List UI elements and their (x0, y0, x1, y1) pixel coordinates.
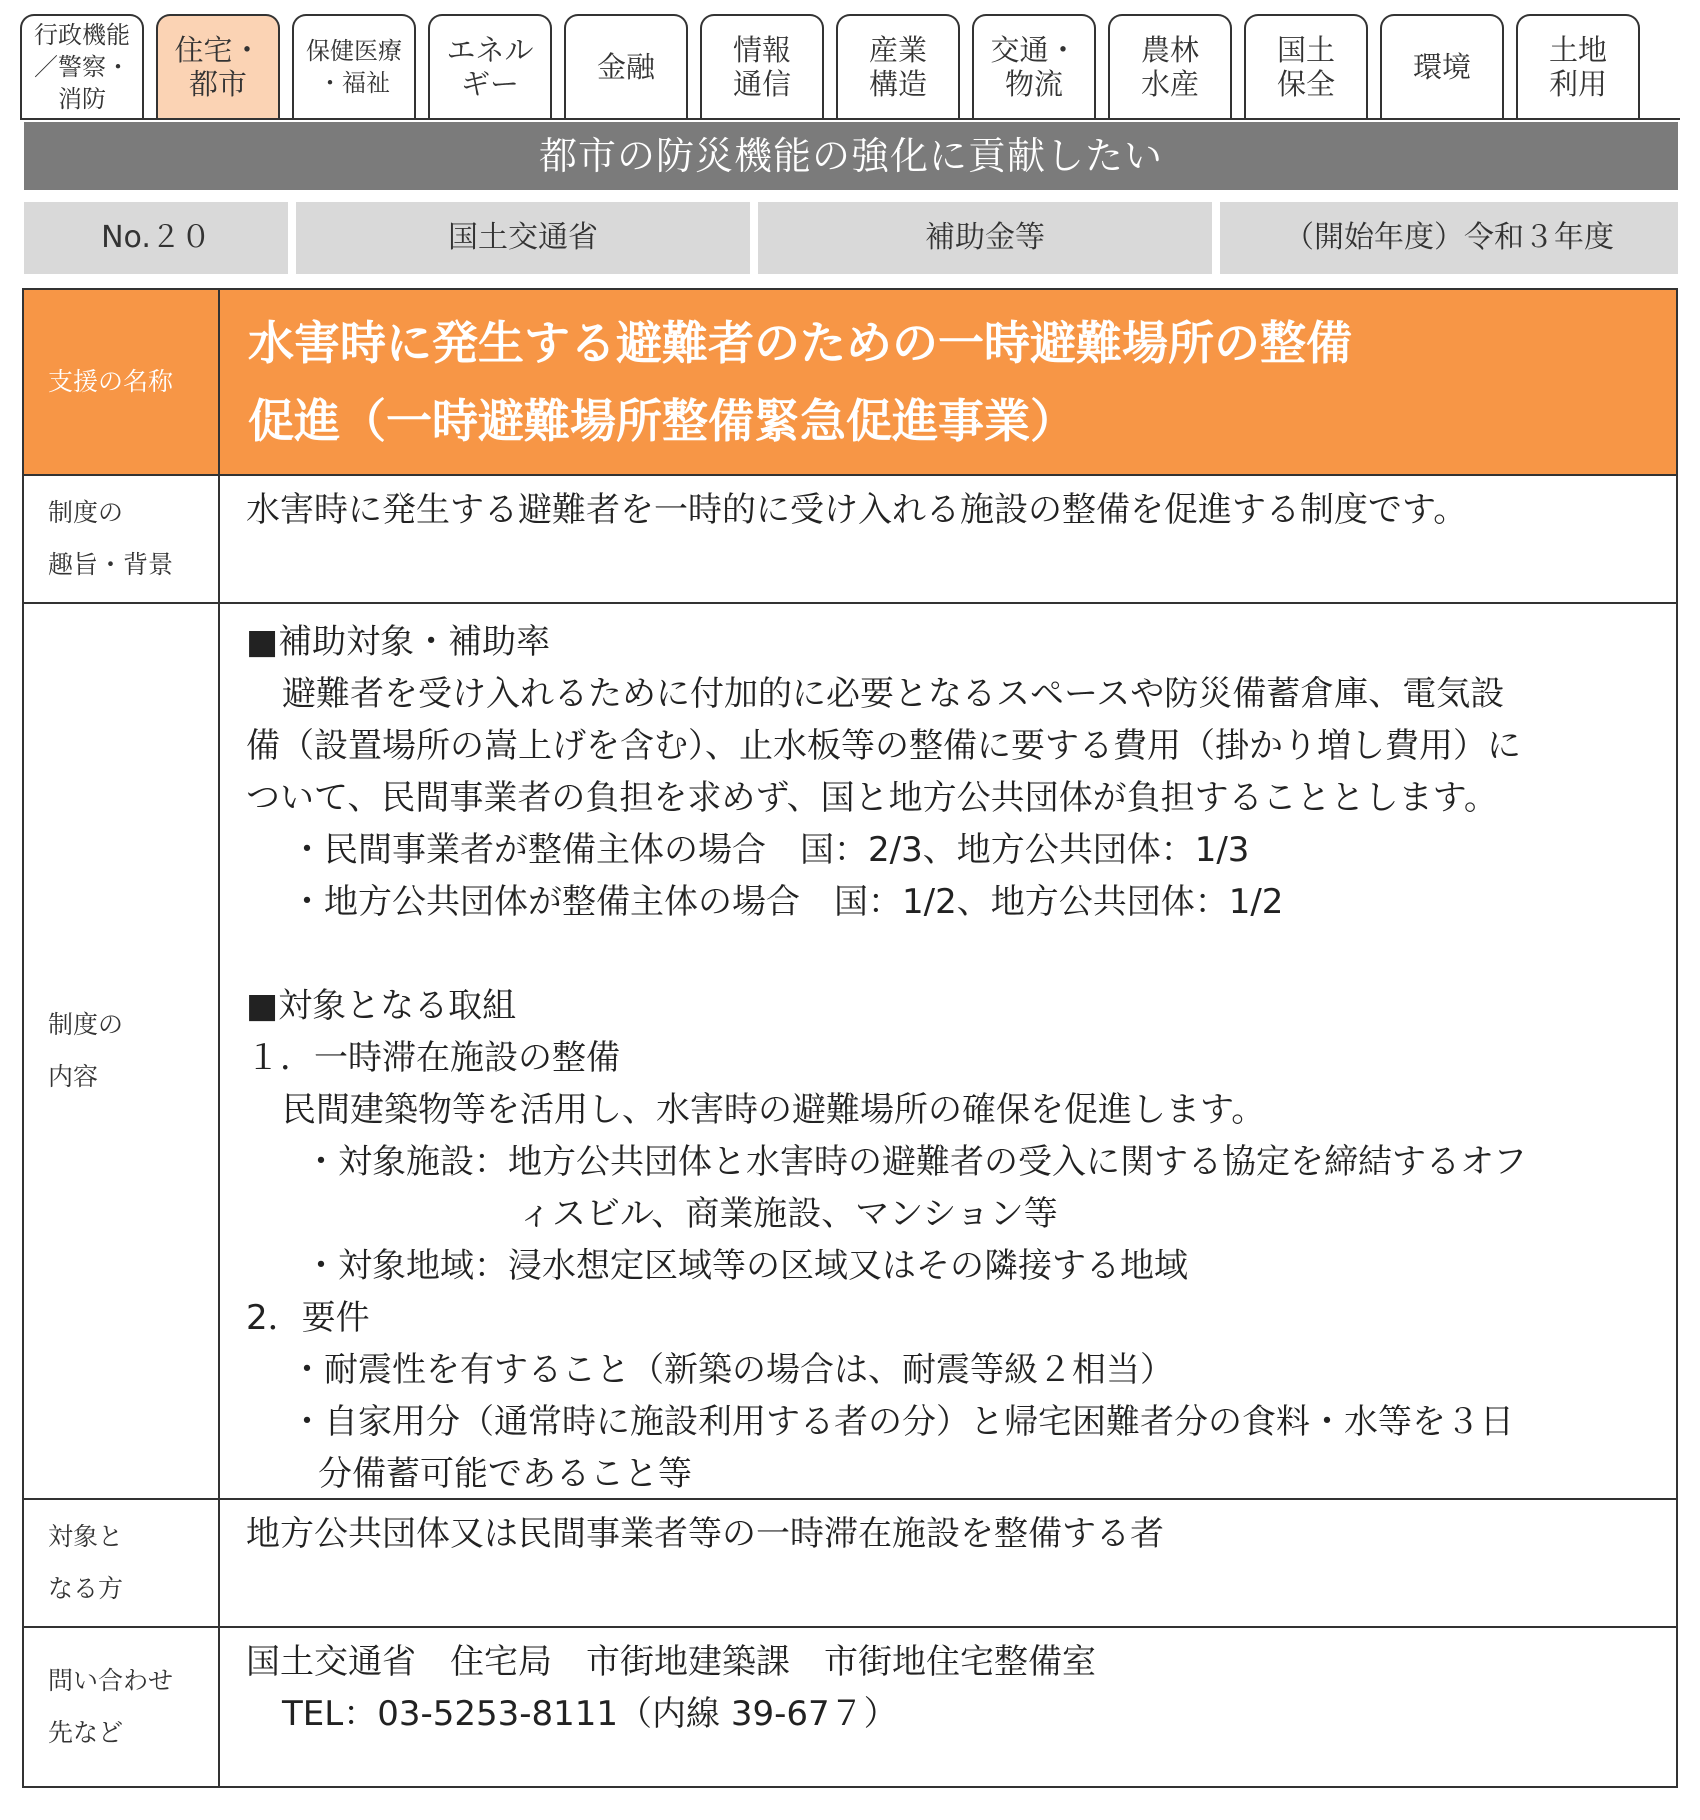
label-target: 対象と なる方 (24, 1500, 220, 1626)
row-contact (24, 1628, 1676, 1786)
requirement-stockpile-cont: 分備蓄可能であること等 (318, 1454, 692, 1494)
tabs-baseline (20, 118, 1680, 120)
subsidy-paragraph-line-3: ついて、民間事業者の負担を求めず、国と地方公共団体が負担することとします。 (246, 778, 1498, 818)
requirement-seismic: ・耐震性を有すること（新築の場合は、耐震等級２相当） (290, 1350, 1174, 1390)
content-body (220, 604, 1676, 1498)
target-line: 地方公共団体又は民間事業者等の一時滞在施設を整備する者 (246, 1514, 1164, 1554)
contact-department: 国土交通省 住宅局 市街地建築課 市街地住宅整備室 (246, 1642, 1096, 1682)
tab-kotsu-butsuryu[interactable]: 交通・ 物流 (972, 14, 1096, 118)
initiative-1-text: 民間建築物等を活用し、水害時の避難場所の確保を促進します。 (282, 1090, 1266, 1130)
purpose-text (220, 476, 1676, 602)
subsidy-rate-private: ・民間事業者が整備主体の場合 国：2/3、地方公共団体：1/3 (290, 830, 1250, 870)
support-type: 補助金等 (758, 202, 1212, 274)
row-content (24, 604, 1676, 1500)
contact-info (220, 1628, 1676, 1786)
label-contact: 問い合わせ 先など (24, 1628, 220, 1786)
tab-gyosei[interactable]: 行政機能 ／警察・ 消防 (20, 14, 144, 118)
row-target (24, 1500, 1676, 1628)
label-purpose: 制度の 趣旨・背景 (24, 476, 220, 602)
program-number: No.２０ (24, 202, 288, 274)
tab-kankyo[interactable]: 環境 (1380, 14, 1504, 118)
initiative-1-title: １．一時滞在施設の整備 (246, 1038, 620, 1078)
spacer (246, 928, 1654, 980)
tab-energy[interactable]: エネル ギー (428, 14, 552, 118)
target-text (220, 1500, 1676, 1626)
category-tabs (20, 14, 1680, 120)
initiative-2-title: 2．要件 (246, 1298, 370, 1338)
requirement-stockpile: ・自家用分（通常時に施設利用する者の分）と帰宅困難者分の食料・水等を３日 (290, 1402, 1514, 1442)
tab-sangyo-kozo[interactable]: 産業 構造 (836, 14, 960, 118)
tab-norin-suisan[interactable]: 農林 水産 (1108, 14, 1232, 118)
start-year: （開始年度）令和３年度 (1220, 202, 1678, 274)
contact-phone: TEL：03-5253-8111（内線 39-67７） (282, 1694, 898, 1734)
row-purpose (24, 476, 1676, 604)
support-name (220, 290, 1676, 474)
label-content: 制度の 内容 (24, 604, 220, 1498)
label-support-name: 支援の名称 (24, 290, 220, 474)
program-table (22, 288, 1678, 1788)
tab-hoken-iryo[interactable]: 保健医療 ・福祉 (292, 14, 416, 118)
support-name-line-1: 水害時に発生する避難者のための一時避難場所の整備 (248, 316, 1352, 370)
subsidy-paragraph-line-2: 備（設置場所の嵩上げを含む）、止水板等の整備に要する費用（掛かり増し費用）に (246, 726, 1521, 766)
support-name-line-2: 促進（一時避難場所整備緊急促進事業） (248, 394, 1076, 448)
tab-kinyu[interactable]: 金融 (564, 14, 688, 118)
section-subsidy-title: ■補助対象・補助率 (246, 622, 551, 662)
tab-joho-tsushin[interactable]: 情報 通信 (700, 14, 824, 118)
purpose-line: 水害時に発生する避難者を一時的に受け入れる施設の整備を促進する制度です。 (246, 490, 1468, 530)
section-initiatives-title: ■対象となる取組 (246, 986, 517, 1026)
row-support-name (24, 290, 1676, 476)
subsidy-rate-public: ・地方公共団体が整備主体の場合 国：1/2、地方公共団体：1/2 (290, 882, 1284, 922)
ministry-name: 国土交通省 (296, 202, 750, 274)
tab-jutaku-toshi[interactable]: 住宅・ 都市 (156, 14, 280, 118)
initiative-1-area: ・対象地域：浸水想定区域等の区域又はその隣接する地域 (304, 1246, 1188, 1286)
subsidy-paragraph-line-1: 避難者を受け入れるために付加的に必要となるスペースや防災備蓄倉庫、電気設 (282, 674, 1505, 714)
tab-tochi-riyo[interactable]: 土地 利用 (1516, 14, 1640, 118)
initiative-1-facilities: ・対象施設：地方公共団体と水害時の避難者の受入に関する協定を締結するオフ (304, 1142, 1527, 1182)
initiative-1-facilities-cont: ィスビル、商業施設、マンション等 (518, 1194, 1058, 1234)
theme-banner: 都市の防災機能の強化に貢献したい (24, 122, 1678, 190)
tab-kokudo-hozen[interactable]: 国土 保全 (1244, 14, 1368, 118)
